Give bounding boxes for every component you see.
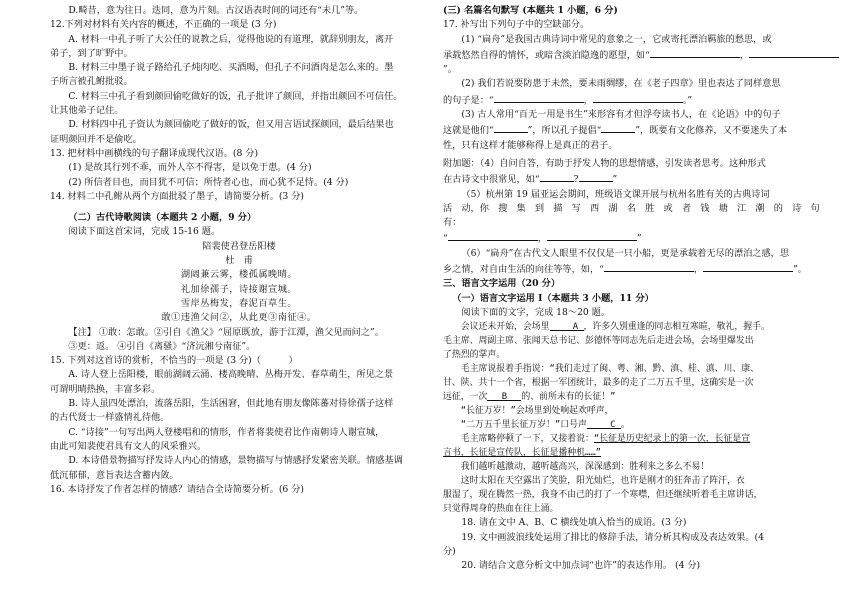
q17-item-3-end: 性，只有这样才能够称得上是真正的君子。 [443,139,618,151]
q15-stem: 15. 下列对这首诗的赏析，不恰当的一项是 (3 分)（ ） [50,355,298,367]
subsection-heading: （一）语言文字运用 Ⅰ（本题共 3 小题，11 分） [452,292,654,304]
q17-item-2-cont: 的句子是：“ ， 。” [443,92,843,108]
answer-blank[interactable] [601,122,635,133]
q15-option-c-cont: 由此可知裴使君具有文人的风采雅兴。 [50,440,207,452]
extra-q5-cont: 活 动，你 搜 集 到 描 写 西 湖 名 胜 或 者 钱 塘 江 潮 的 诗 句 有： [443,202,829,229]
blank-c[interactable]: C [587,418,621,429]
passage-line: 毛主席略停顿了一下，又接着说：“长征是历史纪录上的第一次，长征是宣 [460,434,751,445]
answer-blank[interactable] [579,171,613,182]
answer-blank[interactable] [547,230,637,241]
q12-option-d-cont: 证明颜回并不是偷吃。 [50,133,142,145]
q19-stem: 19. 文中画波浪线处运用了排比的修辞手法，请分析其构成及表达效果。(4 [461,531,764,543]
q15-option-c: C. “诗接”一句写出两人登楼唱和的情形，作者将裴使君比作南朝诗人谢宣城， [68,426,385,438]
passage-line: “二万五千里长征万岁！”口号声 C 。 [460,420,630,431]
blank-a[interactable]: A [550,320,584,331]
section-language-heading: 三、语言文字运用（20 分） [443,278,561,290]
passage-line: “长征万岁！”会场里到处响起欢呼声， [460,406,614,417]
q12-option-d: D. 材料四中孔子资认为颜回偷吃了做好的饭，但又用言语试探颜回，最后结果也 [68,119,394,131]
blank-b[interactable]: B [487,390,521,401]
q15-option-a-cont: 可谓明晴热换，丰富多彩。 [50,383,161,395]
answer-blank[interactable] [494,122,528,133]
q13-item-2: (2) 所信者目也，而目犹不可信；所恃者心也，而心犹不足恃。(4 分) [68,176,349,188]
q19-stem-cont: 分) [443,545,456,557]
poem-line: 礼加徐孺子，诗接谢宣城。 [180,283,298,295]
q13-item-1: (1) 是故其行列不乖，而外人卒不得害，是以免于患。(4 分) [68,162,312,174]
answer-blank[interactable] [448,230,538,241]
q15-option-d: D. 本诗借景物描写抒发诗人内心的情感，景物描写与情感抒发紧密关联。情感基调 [68,455,403,467]
passage-line: 这时太阳在天空露出了笑脸，阳光灿烂，也许是刚才的狂奔击了阵汗，衣 [460,476,745,487]
q12-option-a: A. 材料一中孔子听了大公任的说教之后，觉得他说的有道理，就辞别朋友，离开 [68,33,394,45]
q12-option-a-cont: 弟子，到了旷野中。 [50,47,133,59]
answer-blank[interactable] [593,92,683,103]
poem-line: 雪岸丛梅发，春泥百草生。 [180,297,298,309]
poem-title: 陪裴使君登岳阳楼 [202,240,276,252]
passage-line: 甘、陕、共十一个省，根据一军团统计，最多的走了二万五千里，这确实是一次 [443,378,754,389]
q17-item-3: (3) 古人常用“百无一用是书生”来形容有才但浮夸读书人，在《论语》中的句子 [461,109,781,121]
q15-option-a: A. 诗人登上岳阳楼，眼前湖阔云涌、楼高晚晴、丛梅开发、春草萌生，所见之景 [68,369,394,381]
answer-blank[interactable] [494,92,584,103]
reading-passage [443,320,843,516]
extra-q4-cont: 在古诗文中很常见，如“ ? ” [443,171,843,187]
answer-blank[interactable] [604,261,694,272]
q12-stem: 12.下列对材料有关内容的概述，不正确的一项是 (3 分) [50,19,277,31]
right-column [443,4,843,573]
extra-q6-cont: 乡之情，对自由生活的向往等等，如，“ ， ”。 [443,261,843,277]
poem-author: 杜 甫 [225,255,253,267]
answer-blank[interactable] [749,47,839,58]
passage-line: 服湿了，现在腾然一热，我身不由己的打了一个寒噤，但还继续听着毛主席讲话， [443,490,763,501]
q11-option-d: D.畸昔，意为往日。迭同，意为片刻。古汉语表时间的词还有“未几”等。 [68,5,364,16]
q17-item-1-cont: 承载悠然自得的情怀，或暗含淡泊隐逸的愿望，如“ ，”。 [443,47,843,78]
q15-option-b: B. 诗人虽四处漂泊，流落岳阳，生活困窘，但此地有朋友像陈蕃对待徐孺子这样 [68,398,394,410]
left-column [50,4,428,497]
q12-option-c-cont: 让其他弟子记住。 [50,105,124,117]
section-poetry-heading: （二）古代诗歌阅读（本题共 2 小题，9 分） [68,212,257,224]
poem-note: 【注】 ①敢：怎敢。②引自《渔父》“屈原既放，游于江潭，渔父见而问之”。 [68,326,384,338]
passage-line: 会议还未开始，会场里 A ，许多久别重逢的同志相互寒暄，敬礼，握手。 [460,322,770,333]
extra-q5-blanks: “ ， ” [443,230,843,246]
reading-intro: 阅读下面的文字，完成 18～20 题。 [461,306,611,318]
poem-line: 敢①违渔父问②，从此更③南征④。 [161,312,317,324]
poem-note-cont: ③更：返。 ④引自《离骚》“济沅湘兮南征”。 [68,340,256,352]
wavy-underline-text: 言书，长征是宣传队，长征是播种机……” [443,448,602,459]
passage-line: 远征，一次 B 的、前所未有的长征！” [443,392,616,403]
q12-option-b-cont: 子所言被孔鲋批驳。 [50,76,133,88]
section-dictation-heading: (三) 名篇名句默写 (本题共 1 小题，6 分) [443,5,618,16]
answer-blank[interactable] [703,261,793,272]
wavy-underline-text: “长征是历史纪录上的第一次，长征是宣 [593,434,751,445]
q16-stem: 16. 本诗抒发了作者怎样的情感？请结合全诗简要分析。(6 分) [50,483,304,495]
q17-item-2: (2) 我们若说要防患于未然，要未雨绸缪，在《老子四章》里也表达了同样意思 [461,78,781,90]
q15-option-b-cont: 的古代贤士一样盛情礼待他。 [50,412,170,424]
q15-option-d-cont: 低沉郁郁，意旨表达含蓄内敛。 [50,469,179,481]
q14-stem: 14. 材料二中孔鲋从两个方面批驳了墨子，请简要分析。(3 分) [50,190,304,202]
answer-blank[interactable] [650,47,740,58]
extra-q5: （5）杭州第 19 届亚运会期间，班级语文课开展与杭州名胜有关的古典诗词 [461,188,770,200]
passage-line: 毛主席说报着手指说：“我们走过了闽、粤、湘、黔、滇、桂、滇、川、康、 [460,364,760,375]
passage-line: 只觉得周身的热血在往上涌。 [443,504,559,515]
q13-stem: 13. 把材料中画横线的句子翻译成现代汉语。(8 分) [50,147,259,159]
q17-stem: 17. 补写出下列句子中的空缺部分。 [443,19,590,31]
extra-q6: （6）“扁舟”在古代文人眼里不仅仅是一只小船，更是承载着无尽的漂泊之感，思 [461,247,790,259]
poetry-intro: 阅读下面这首宋词，完成 15-16 题。 [68,226,221,238]
q12-option-b: B. 材料三中墨子说子路给孔子炖肉吃、买酒喝，但孔子不问酒肉是怎么来的。墨 [68,62,394,74]
q18-stem: 18. 请在文中 A、B、C 横线处填入恰当的成语。(3 分) [461,517,687,529]
q17-item-3-cont: 这就是他们“ ”，所以孔子提倡“ ”，既要有文化修养，又不要迷失了本 [443,122,843,138]
q20-stem: 20. 请结合文意分析文中加点词“也许”的表达作用。 (4 分) [461,560,701,572]
passage-line: 毛主席、周副主席、张闻天总书记、彭德怀等同志先后走进会场，会场里爆发出 [443,336,754,347]
passage-line: 了热烈的掌声。 [443,350,506,361]
q17-item-1: (1) “扁舟”是我国古典诗词中常见的意象之一，它或寄托漂泊羁旅的愁思，或 [461,33,772,45]
answer-blank[interactable] [540,171,574,182]
passage-line: 我们越听越激动，越听越高兴，深深感到：胜利来之多么不易！ [460,462,710,473]
poem-line: 湖阔兼云雾，楼孤属晚晴。 [180,269,298,281]
q12-option-c: C. 材料三中孔子看到颜回偷吃做好的饭，孔子批评了颜回，并指出颜回不可信任。 [68,90,403,102]
extra-q4: 附加题：（4）自问自答，有助于抒发人物的思想情感，引发读者思考。这种形式 [443,157,766,169]
